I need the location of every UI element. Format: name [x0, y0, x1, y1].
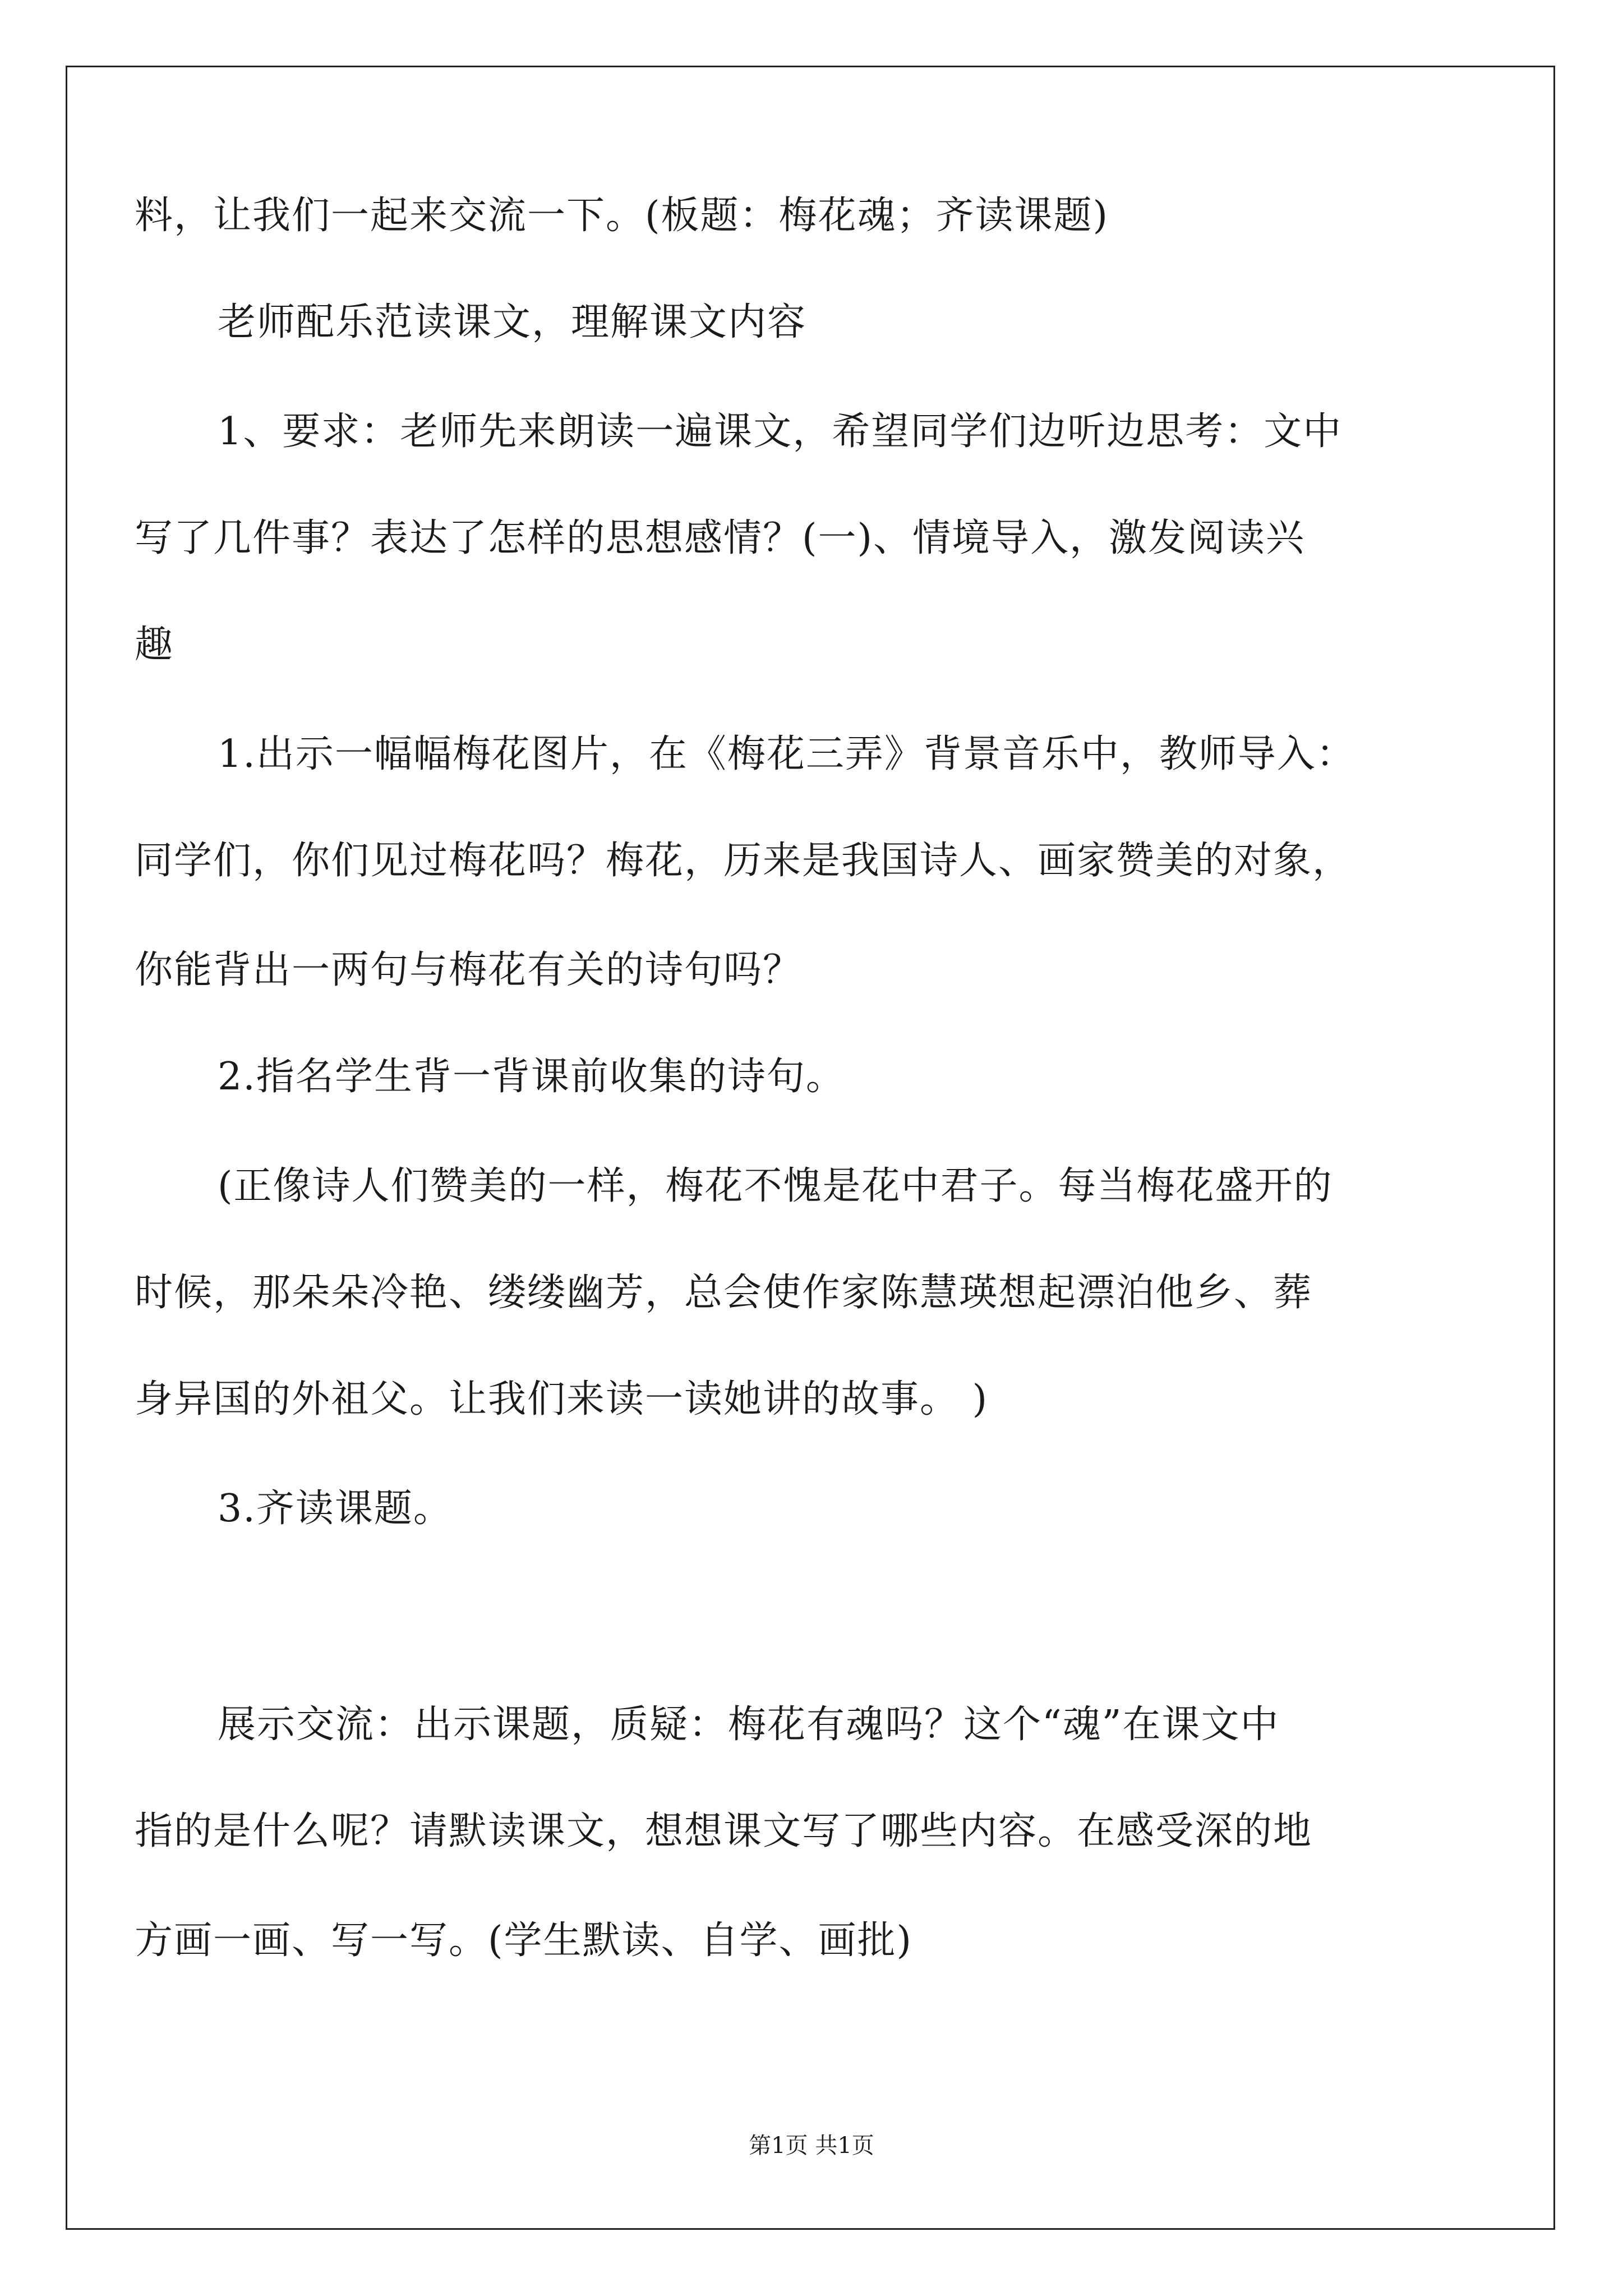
text-line: 1.出示一幅幅梅花图片，在《梅花三弄》背景音乐中，教师导入： [218, 732, 1355, 776]
text-line: (正像诗人们赞美的一样，梅花不愧是花中君子。每当梅花盛开的 [218, 1164, 1333, 1208]
text-line: 方画一画、写一写。(学生默读、自学、画批) [135, 1918, 913, 1963]
text-line: 料，让我们一起来交流一下。(板题：梅花魂；齐读课题) [135, 194, 1109, 238]
text-line: 老师配乐范读课文，理解课文内容 [218, 300, 807, 344]
text-line: 3.齐读课题。 [218, 1487, 453, 1531]
text-line: 趣 [135, 623, 174, 667]
page-frame [66, 66, 1555, 2230]
text-line: 指的是什么呢？请默读课文，想想课文写了哪些内容。在感受深的地 [135, 1809, 1313, 1853]
text-line: 2.指名学生背一背课前收集的诗句。 [218, 1055, 845, 1099]
text-line: 身异国的外祖父。让我们来读一读她讲的故事。 ) [135, 1377, 989, 1421]
text-line: 同学们，你们见过梅花吗？梅花，历来是我国诗人、画家赞美的对象， [135, 839, 1352, 883]
page-number-footer: 第1页 共1页 [749, 2133, 874, 2159]
text-line: 时候，那朵朵冷艳、缕缕幽芳，总会使作家陈慧瑛想起漂泊他乡、葬 [135, 1271, 1313, 1315]
text-line: 1、要求：老师先来朗读一遍课文，希望同学们边听边思考：文中 [218, 409, 1343, 454]
text-line: 写了几件事？表达了怎样的思想感情？(一)、情境导入，激发阅读兴 [135, 516, 1306, 560]
text-line: 展示交流：出示课题，质疑：梅花有魂吗？这个“魂”在课文中 [218, 1703, 1280, 1747]
text-line: 你能背出一两句与梅花有关的诗句吗？ [135, 948, 803, 992]
